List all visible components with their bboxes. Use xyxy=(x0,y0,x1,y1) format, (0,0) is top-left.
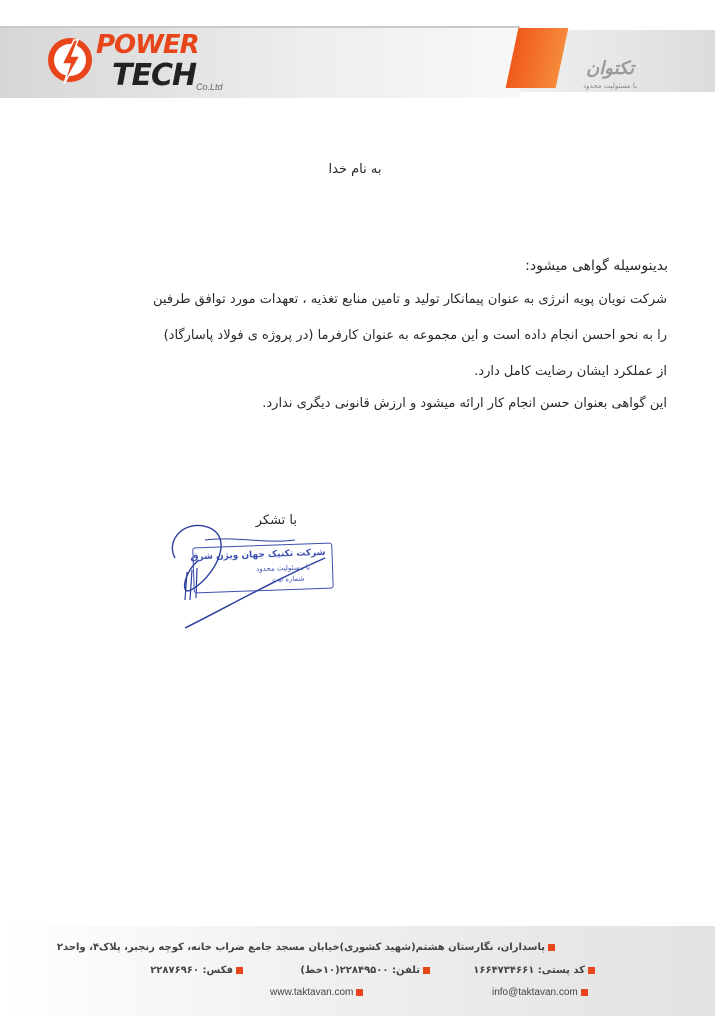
company-stamp xyxy=(192,543,334,594)
footer-postal-code: کد پستی: ۱۶۶۴۷۳۴۶۶۱ xyxy=(473,965,595,976)
footer-address: پاسداران، نگارستان هشتم(شهید کشوری)خیابان مسجد جامع ضراب خانه، کوچه رنجبر، پلاک۴، واحد۲ xyxy=(57,942,555,953)
footer-bullet-icon xyxy=(356,989,363,996)
body-line-3: از عملکرد ایشان رضایت کامل دارد. xyxy=(474,364,667,379)
body-line-2: را به نحو احسن انجام داده است و این مجموعه به عنوان کارفرما (در پروژه ی فولاد پاسارگاد) xyxy=(163,328,667,343)
footer-phone: تلفن: ۲۲۸۴۹۵۰۰(۱۰خط) xyxy=(300,965,430,976)
footer-bullet-icon xyxy=(423,967,430,974)
brand-name-fa: تکتوان xyxy=(586,58,634,79)
logo-power-text: POWER xyxy=(96,30,199,60)
body-line-1: شرکت نویان پویه انرژی به عنوان پیمانکار تولید و تامین منابع تغذیه ، تعهدات مورد توافق طرفین xyxy=(153,292,667,307)
footer-bullet-icon xyxy=(588,967,595,974)
body-line-4: این گواهی بعنوان حسن انجام کار ارائه میشود و ارزش قانونی دیگری ندارد. xyxy=(262,396,667,411)
brand-subtitle-fa: با مسئولیت محدود xyxy=(583,82,637,90)
footer-bullet-icon xyxy=(581,989,588,996)
footer-bullet-icon xyxy=(236,967,243,974)
power-tech-logo-icon xyxy=(44,28,96,92)
footer-fax: فکس: ۲۲۸۷۶۹۶۰ xyxy=(150,965,243,976)
closing-text: با تشکر xyxy=(255,513,297,528)
logo-company-suffix: Co.Ltd xyxy=(196,82,223,92)
certify-line: بدینوسیله گواهی میشود: xyxy=(525,258,668,274)
stamp-registration: شماره ثبت xyxy=(272,574,305,584)
stamp-company-name: شرکت تکنیک جهان ویژن شرق xyxy=(190,547,326,563)
basmala-heading: به نام خدا xyxy=(328,162,382,177)
stamp-liability: با مسئولیت محدود xyxy=(256,563,311,574)
footer-bullet-icon xyxy=(548,944,555,951)
footer-website[interactable]: www.taktavan.com xyxy=(270,987,363,998)
logo-tech-text: TECH xyxy=(112,58,197,93)
footer-email[interactable]: info@taktavan.com xyxy=(492,987,588,998)
